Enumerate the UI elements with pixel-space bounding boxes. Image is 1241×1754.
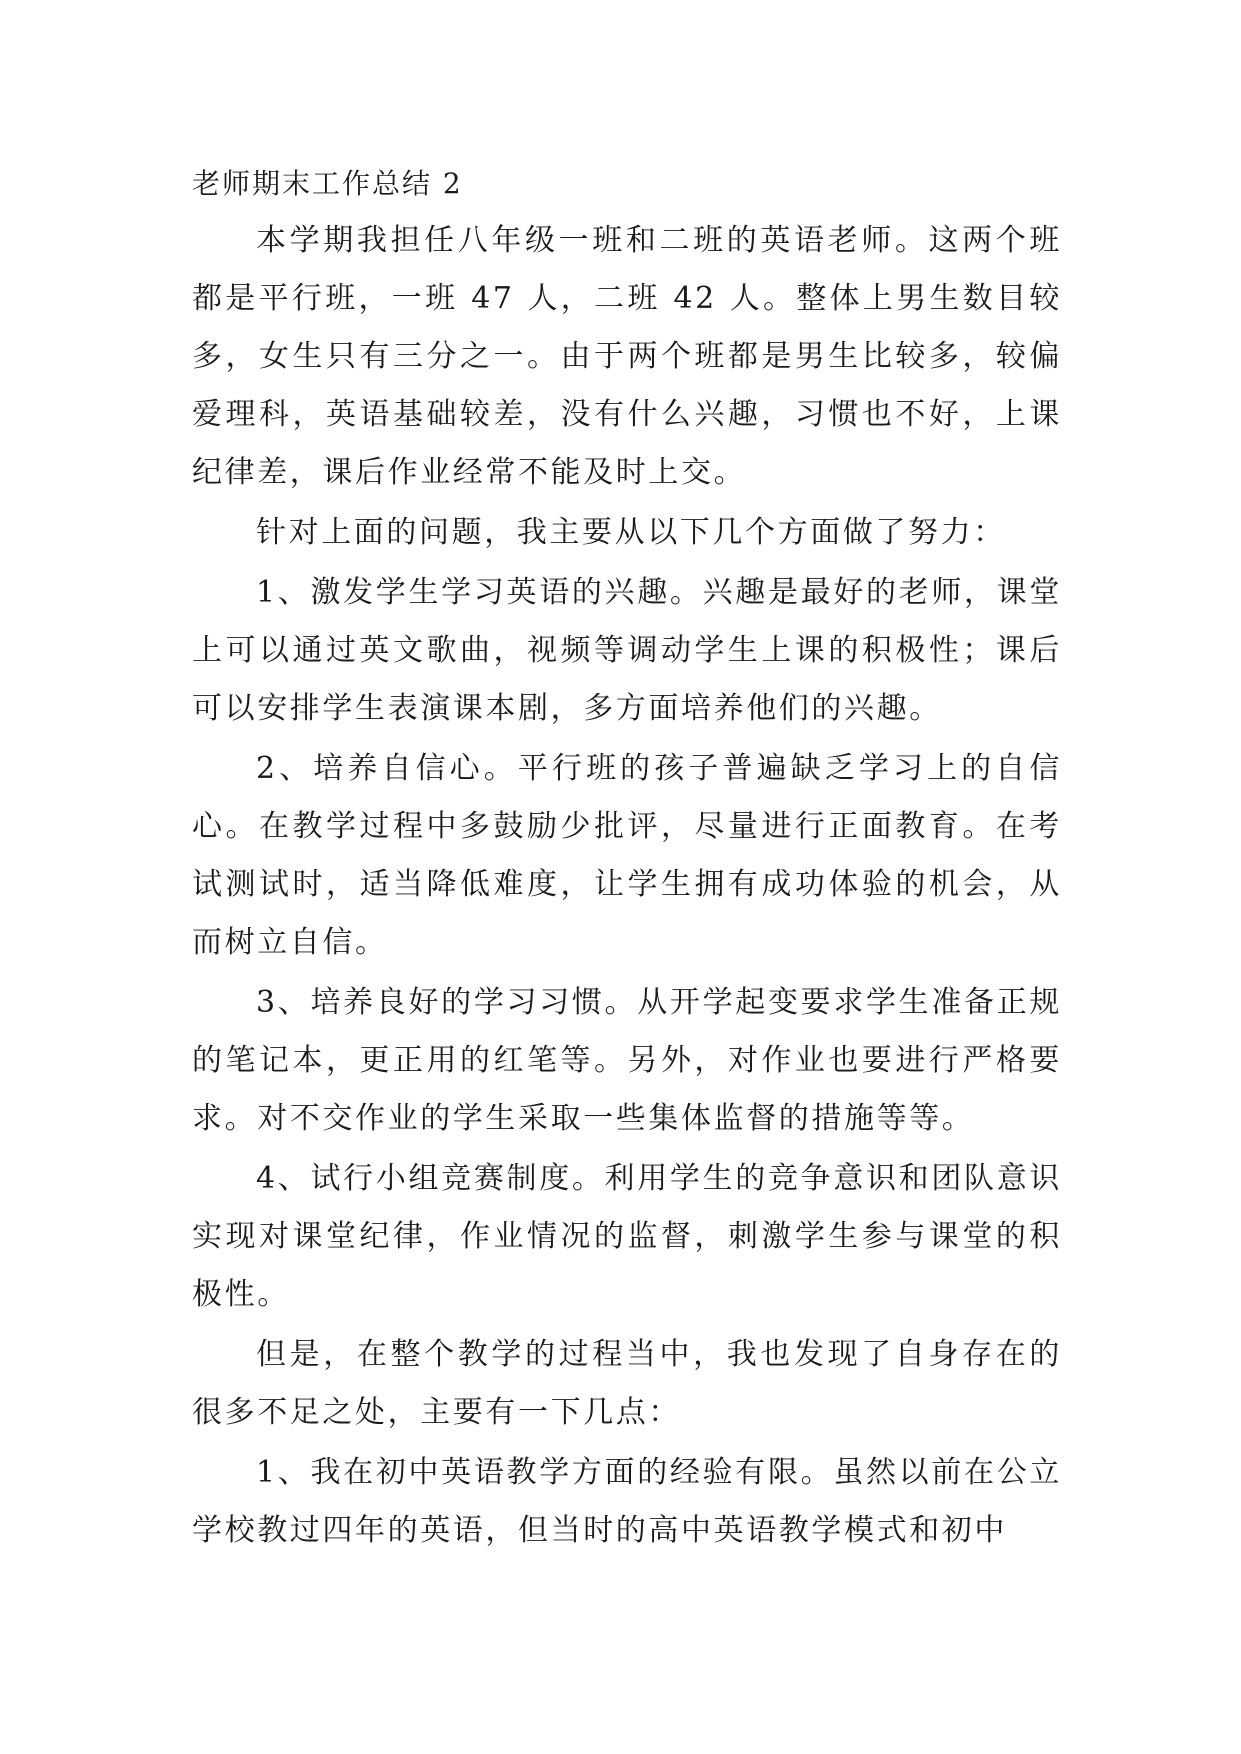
paragraph-effort-competition: 4、试行小组竞赛制度。利用学生的竞争意识和团队意识实现对课堂纪律，作业情况的监督，刺激学生参与课堂的积极性。 bbox=[192, 1161, 1062, 1312]
paragraph-effort-confidence: 2、培养自信心。平行班的孩子普遍缺乏学习上的自信心。在教学过程中多鼓励少批评，尽量进行正面教育。在考试测试时，适当降低难度，让学生拥有成功体验的机会，从而树立自信。 bbox=[192, 751, 1062, 960]
paragraph-effort-habits: 3、培养良好的学习习惯。从开学起变要求学生准备正规的笔记本，更正用的红笔等。另外，对作业也要进行严格要求。对不交作业的学生采取一些集体监督的措施等等。 bbox=[192, 985, 1062, 1136]
document-title: 老师期末工作总结 2 bbox=[192, 167, 463, 200]
paragraph-class-overview: 本学期我担任八年级一班和二班的英语老师。这两个班都是平行班，一班 47 人，二班 42 人。整体上男生数目较多，女生只有三分之一。由于两个班都是男生比较多，较偏爱理科，英语基础较差，没有什么兴趣，习惯也不好，上课纪律差，课后作业经常不能及时上交。 bbox=[192, 223, 1062, 490]
paragraph-effort-interest: 1、激发学生学习英语的兴趣。兴趣是最好的老师，课堂上可以通过英文歌曲，视频等调动学生上课的积极性；课后可以安排学生表演课本剧，多方面培养他们的兴趣。 bbox=[192, 575, 1062, 726]
paragraph-shortcomings-intro: 但是，在整个教学的过程当中，我也发现了自身存在的很多不足之处，主要有一下几点： bbox=[192, 1337, 1062, 1430]
paragraph-shortcoming-experience: 1、我在初中英语教学方面的经验有限。虽然以前在公立学校教过四年的英语，但当时的高中英语教学模式和初中 bbox=[192, 1455, 1062, 1548]
document-page bbox=[192, 162, 1062, 1560]
paragraph-efforts-intro: 针对上面的问题，我主要从以下几个方面做了努力： bbox=[256, 515, 1006, 550]
